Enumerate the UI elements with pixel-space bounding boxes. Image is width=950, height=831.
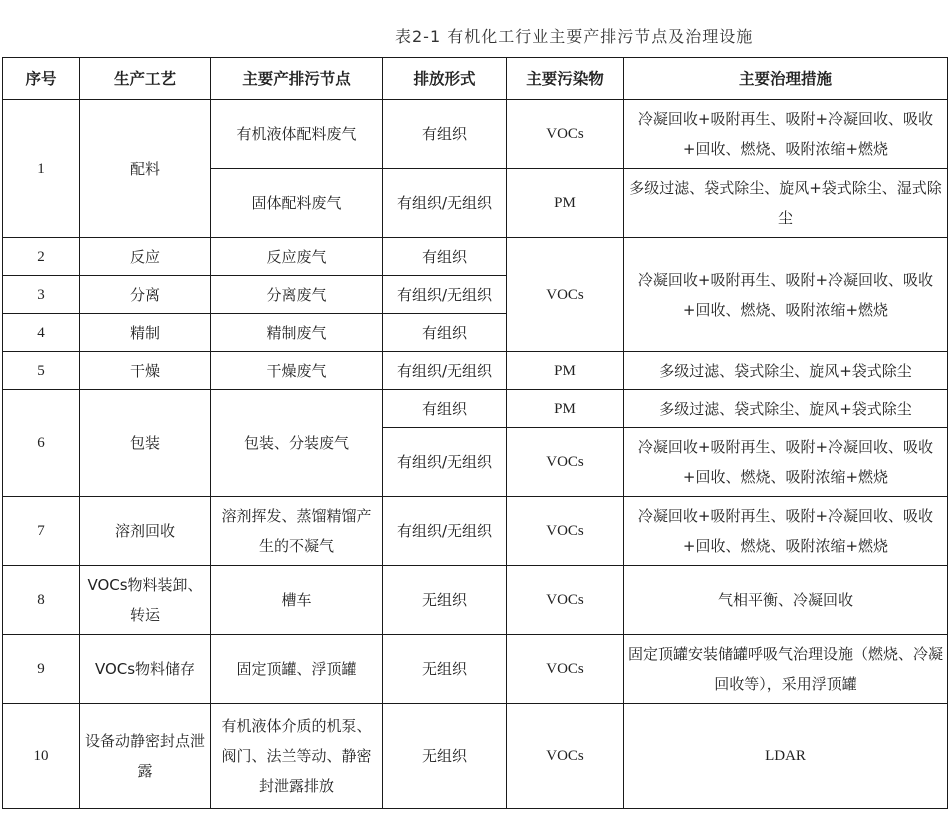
cell-node: 干燥废气 <box>211 352 383 390</box>
cell-pollutant: PM <box>507 169 624 238</box>
cell-node: 有机液体配料废气 <box>211 100 383 169</box>
cell-process: 干燥 <box>80 352 211 390</box>
cell-form: 有组织/无组织 <box>383 497 507 566</box>
cell-process: 反应 <box>80 238 211 276</box>
cell-node: 槽车 <box>211 566 383 635</box>
cell-no: 10 <box>3 704 80 809</box>
header-form: 排放形式 <box>383 58 507 100</box>
cell-node: 固定顶罐、浮顶罐 <box>211 635 383 704</box>
cell-process: 包装 <box>80 390 211 497</box>
pollution-table <box>2 57 948 809</box>
table-row <box>3 238 948 276</box>
cell-measure: 多级过滤、袋式除尘、旋风+袋式除尘 <box>624 352 948 390</box>
cell-measure: LDAR <box>624 704 948 809</box>
table-row <box>3 566 948 635</box>
cell-node: 反应废气 <box>211 238 383 276</box>
cell-process: 设备动静密封点泄露 <box>80 704 211 809</box>
cell-measure: 固定顶罐安装储罐呼吸气治理设施（燃烧、冷凝回收等），采用浮顶罐 <box>624 635 948 704</box>
cell-measure: 冷凝回收+吸附再生、吸附+冷凝回收、吸收+回收、燃烧、吸附浓缩+燃烧 <box>624 100 948 169</box>
cell-form: 有组织/无组织 <box>383 352 507 390</box>
cell-pollutant: VOCs <box>507 635 624 704</box>
cell-no: 9 <box>3 635 80 704</box>
cell-process: VOCs物料储存 <box>80 635 211 704</box>
cell-form: 无组织 <box>383 635 507 704</box>
cell-pollutant: VOCs <box>507 428 624 497</box>
table-caption: 表2-1 有机化工行业主要产排污节点及治理设施 <box>395 27 754 46</box>
cell-form: 无组织 <box>383 566 507 635</box>
cell-form: 有组织 <box>383 100 507 169</box>
cell-form: 有组织 <box>383 390 507 428</box>
cell-pollutant: VOCs <box>507 566 624 635</box>
header-measure: 主要治理措施 <box>624 58 948 100</box>
cell-no: 3 <box>3 276 80 314</box>
cell-no: 6 <box>3 390 80 497</box>
header-no: 序号 <box>3 58 80 100</box>
cell-node: 包装、分装废气 <box>211 390 383 497</box>
cell-node: 有机液体介质的机泵、阀门、法兰等动、静密封泄露排放 <box>211 704 383 809</box>
cell-form: 有组织 <box>383 314 507 352</box>
cell-pollutant: VOCs <box>507 100 624 169</box>
cell-form: 有组织/无组织 <box>383 169 507 238</box>
cell-form: 有组织/无组织 <box>383 276 507 314</box>
cell-measure: 冷凝回收+吸附再生、吸附+冷凝回收、吸收+回收、燃烧、吸附浓缩+燃烧 <box>624 497 948 566</box>
cell-node: 精制废气 <box>211 314 383 352</box>
header-row <box>3 58 948 100</box>
cell-measure: 多级过滤、袋式除尘、旋风+袋式除尘、湿式除尘 <box>624 169 948 238</box>
header-node: 主要产排污节点 <box>211 58 383 100</box>
cell-measure: 冷凝回收+吸附再生、吸附+冷凝回收、吸收+回收、燃烧、吸附浓缩+燃烧 <box>624 428 948 497</box>
cell-no: 4 <box>3 314 80 352</box>
cell-no: 2 <box>3 238 80 276</box>
cell-no: 5 <box>3 352 80 390</box>
cell-node: 溶剂挥发、蒸馏精馏产生的不凝气 <box>211 497 383 566</box>
header-process: 生产工艺 <box>80 58 211 100</box>
cell-measure: 气相平衡、冷凝回收 <box>624 566 948 635</box>
cell-process: 配料 <box>80 100 211 238</box>
cell-pollutant: VOCs <box>507 704 624 809</box>
table-row <box>3 352 948 390</box>
cell-pollutant: PM <box>507 390 624 428</box>
cell-no: 7 <box>3 497 80 566</box>
cell-form: 无组织 <box>383 704 507 809</box>
cell-measure: 冷凝回收+吸附再生、吸附+冷凝回收、吸收+回收、燃烧、吸附浓缩+燃烧 <box>624 238 948 352</box>
table-row <box>3 635 948 704</box>
cell-no: 1 <box>3 100 80 238</box>
cell-pollutant: VOCs <box>507 497 624 566</box>
cell-process: 分离 <box>80 276 211 314</box>
cell-process: 溶剂回收 <box>80 497 211 566</box>
table-row <box>3 704 948 809</box>
cell-pollutant: PM <box>507 352 624 390</box>
cell-process: VOCs物料装卸、转运 <box>80 566 211 635</box>
table-row <box>3 497 948 566</box>
table-row <box>3 390 948 428</box>
header-pollutant: 主要污染物 <box>507 58 624 100</box>
cell-node: 分离废气 <box>211 276 383 314</box>
cell-pollutant: VOCs <box>507 238 624 352</box>
cell-measure: 多级过滤、袋式除尘、旋风+袋式除尘 <box>624 390 948 428</box>
cell-form: 有组织 <box>383 238 507 276</box>
table-row <box>3 100 948 169</box>
cell-node: 固体配料废气 <box>211 169 383 238</box>
cell-form: 有组织/无组织 <box>383 428 507 497</box>
cell-process: 精制 <box>80 314 211 352</box>
cell-no: 8 <box>3 566 80 635</box>
